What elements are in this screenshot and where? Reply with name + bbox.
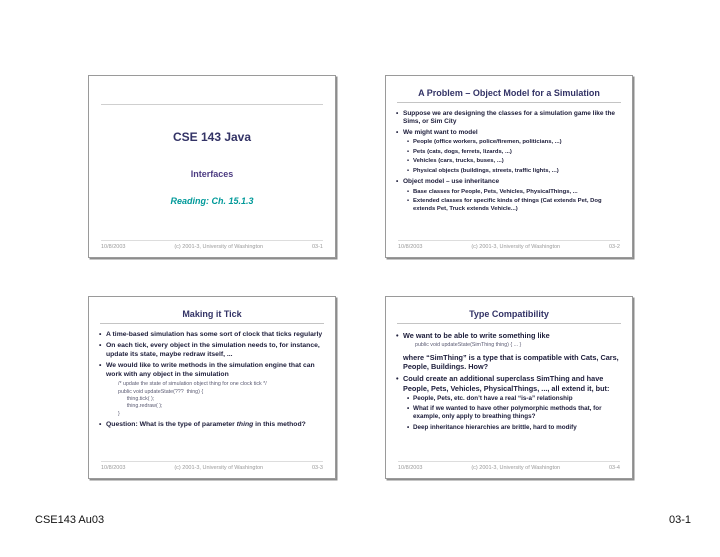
bullet-item (396, 110, 620, 127)
bullet-glyph: • (99, 330, 102, 338)
bullet-item (99, 421, 323, 430)
code-block (118, 381, 323, 418)
bullet-item (407, 405, 620, 421)
slide-body (89, 327, 335, 430)
bullet-item (396, 129, 620, 137)
bullet-text: where “SimThing” is a type that is compatible with Cats, Cars, People, Buildings. How? (403, 352, 619, 372)
slide-footer-number: 03-2 (608, 244, 620, 250)
bullet-glyph: • (407, 148, 410, 155)
bullet-item (407, 198, 620, 213)
slide-footer-date: 10/8/2003 (101, 244, 126, 250)
bullet-glyph: • (396, 128, 399, 136)
bullet-item (396, 374, 620, 393)
title-underline (397, 102, 621, 103)
code-block (415, 342, 620, 349)
bullet-glyph: • (396, 109, 399, 117)
bullet-item (407, 158, 620, 166)
bullet-item (396, 353, 620, 372)
bullet-item (99, 342, 323, 359)
bullet-text: Pets (cats, dogs, ferrets, lizards, ...) (413, 148, 512, 155)
bullet-glyph: • (407, 395, 410, 403)
bullet-glyph: • (407, 188, 410, 195)
bullet-item (396, 178, 620, 186)
slide-footer-date: 10/8/2003 (398, 244, 423, 250)
code-line: public void updateState(??? thing) { (118, 388, 204, 395)
code-line: } (118, 410, 120, 417)
bullet-glyph: • (407, 405, 410, 413)
bullet-glyph: • (99, 341, 102, 349)
slide-footer-number: 03-4 (608, 465, 620, 471)
title-slide-rule (101, 104, 323, 105)
bullet-text: We might want to model (403, 128, 478, 136)
bullet-text: People (office workers, police/firemen, politicians, ...) (413, 139, 562, 146)
slide-footer-copyright: (c) 2001-3, University of Washington (174, 244, 264, 250)
bullet-text: People, Pets, etc. don’t have a real “is-a” relationship (413, 395, 573, 403)
slide-footer-number: 03-3 (311, 465, 323, 471)
slide-footer (101, 240, 323, 250)
slide-title: A Problem – Object Model for a Simulation (418, 88, 600, 98)
course-title: CSE 143 Java (172, 130, 252, 144)
slide-footer-copyright: (c) 2001-3, University of Washington (471, 244, 561, 250)
bullet-text: We want to be able to write something like (403, 331, 550, 340)
slide-body (386, 106, 632, 214)
bullet-glyph: • (99, 420, 102, 428)
title-underline (397, 323, 621, 324)
bullet-glyph: • (407, 423, 410, 431)
bullet-glyph: • (396, 374, 399, 384)
bullet-text: We would like to write methods in the simulation engine that can work with any object in the simulation (106, 361, 315, 378)
bullet-text: Suppose we are designing the classes for a simulation game like the Sims, or Sim City (403, 109, 616, 125)
slide-thumbnail-1 (88, 75, 336, 258)
bullet-item (407, 189, 620, 197)
slide-footer (398, 240, 620, 250)
bullet-text: A time-based simulation has some sort of clock that ticks regularly (106, 330, 323, 338)
slide-thumbnail-4 (385, 296, 633, 479)
bullet-text: Deep inheritance hierarchies are brittle, hard to modify (413, 423, 577, 431)
bullet-text: On each tick, every object in the simulation needs to, for instance, update its state, maybe redraw itself, ... (106, 341, 320, 358)
lecture-subtitle: Interfaces (190, 169, 234, 179)
bullet-text: Could create an additional superclass SimThing and have People, Pets, Vehicles, PhysicalThings, ..., all extend it, but: (403, 374, 610, 393)
bullet-text: Object model – use inheritance (403, 178, 500, 186)
slide-footer-copyright: (c) 2001-3, University of Washington (174, 465, 264, 471)
bullet-item (407, 395, 620, 403)
slide-body (386, 327, 632, 432)
bullet-text: Physical objects (buildings, streets, traffic lights, ...) (413, 168, 559, 175)
slide-thumbnail-2 (385, 75, 633, 258)
slide-footer-number: 03-1 (311, 244, 323, 250)
bullet-item (407, 424, 620, 432)
bullet-glyph: • (407, 198, 410, 205)
reading-reference: Reading: Ch. 15.1.3 (170, 196, 254, 206)
bullet-item (407, 168, 620, 176)
bullet-text: Vehicles (cars, trucks, buses, ...) (413, 158, 504, 165)
bullet-text: Question: What is the type of parameter thing in this method? (106, 420, 306, 428)
code-line: public void updateState(SimThing thing) { ... } (415, 342, 522, 349)
slide-footer-date: 10/8/2003 (398, 465, 423, 471)
slide-footer (398, 461, 620, 471)
code-line: thing.tick( ); (118, 396, 155, 403)
slide-footer-copyright: (c) 2001-3, University of Washington (471, 465, 561, 471)
title-underline (100, 323, 324, 324)
page-footer-course: CSE143 Au03 (35, 514, 105, 526)
code-line: thing.redraw( ); (118, 403, 163, 410)
slide-title: Type Compatibility (469, 309, 549, 319)
bullet-glyph: • (99, 361, 102, 369)
slide-thumbnail-3 (88, 296, 336, 479)
bullet-item (99, 331, 323, 340)
bullet-item (407, 139, 620, 147)
bullet-glyph: • (396, 331, 399, 340)
bullet-item (396, 331, 620, 340)
slide-title: Making it Tick (182, 309, 242, 319)
bullet-glyph: • (407, 139, 410, 146)
bullet-glyph: • (407, 158, 410, 165)
bullet-text: Base classes for People, Pets, Vehicles, PhysicalThings, ... (413, 188, 578, 195)
page-footer-number: 03-1 (668, 514, 691, 526)
bullet-text: Extended classes for specific kinds of things (Cat extends Pet, Dog extends Pet, Truck extends Vehicle...) (413, 198, 602, 213)
slide-footer-date: 10/8/2003 (101, 465, 126, 471)
code-line: /* update the state of simulation object thing for one clock tick */ (118, 381, 267, 388)
bullet-glyph: • (407, 168, 410, 175)
bullet-glyph: • (396, 178, 399, 186)
bullet-item (99, 362, 323, 379)
slide-footer (101, 461, 323, 471)
bullet-item (407, 149, 620, 157)
bullet-text: What if we wanted to have other polymorphic methods that, for example, only apply to breathing things? (413, 405, 602, 421)
